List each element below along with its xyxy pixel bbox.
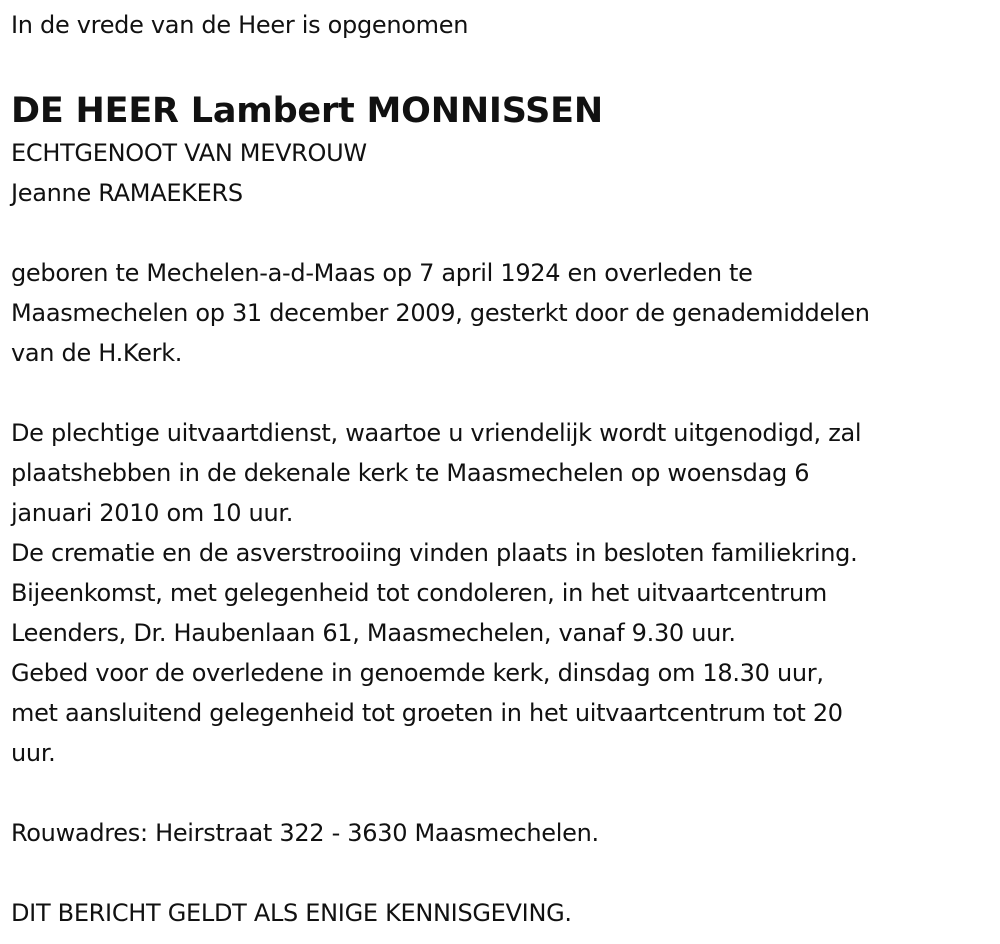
obituary-notice	[11, 0, 991, 933]
mourning-address: Rouwadres: Heirstraat 322 - 3630 Maasmechelen.	[11, 819, 599, 847]
spacer	[11, 373, 991, 413]
paragraph-line: met aansluitend gelegenheid tot groeten in het uitvaartcentrum tot 20	[11, 699, 843, 727]
paragraph-line: van de H.Kerk.	[11, 339, 183, 367]
paragraph-line: januari 2010 om 10 uur.	[11, 499, 294, 527]
spouse-name: Jeanne RAMAEKERS	[11, 179, 243, 207]
paragraph-line: Gebed voor de overledene in genoemde kerk, dinsdag om 18.30 uur,	[11, 659, 824, 687]
spacer	[11, 773, 991, 813]
birth-death-paragraph	[11, 253, 991, 373]
paragraph-line: De crematie en de asverstrooiing vinden plaats in besloten familiekring.	[11, 539, 858, 567]
spacer	[11, 213, 991, 253]
ceremony-paragraph	[11, 413, 991, 773]
paragraph-line: plaatshebben in de dekenale kerk te Maasmechelen op woensdag 6	[11, 459, 810, 487]
paragraph-line: Leenders, Dr. Haubenlaan 61, Maasmechelen, vanaf 9.30 uur.	[11, 619, 736, 647]
intro-text: In de vrede van de Heer is opgenomen	[11, 11, 469, 39]
paragraph-line: Maasmechelen op 31 december 2009, gesterkt door de genademiddelen	[11, 299, 870, 327]
deceased-name: DE HEER Lambert MONNISSEN	[11, 91, 603, 131]
closing-statement: DIT BERICHT GELDT ALS ENIGE KENNISGEVING.	[11, 899, 572, 927]
spacer	[11, 853, 991, 893]
spouse-title: ECHTGENOOT VAN MEVROUW	[11, 139, 367, 167]
paragraph-line: De plechtige uitvaartdienst, waartoe u vriendelijk wordt uitgenodigd, zal	[11, 419, 862, 447]
paragraph-line: uur.	[11, 739, 56, 767]
paragraph-line: geboren te Mechelen-a-d-Maas op 7 april 1924 en overleden te	[11, 259, 753, 287]
paragraph-line: Bijeenkomst, met gelegenheid tot condoleren, in het uitvaartcentrum	[11, 579, 827, 607]
